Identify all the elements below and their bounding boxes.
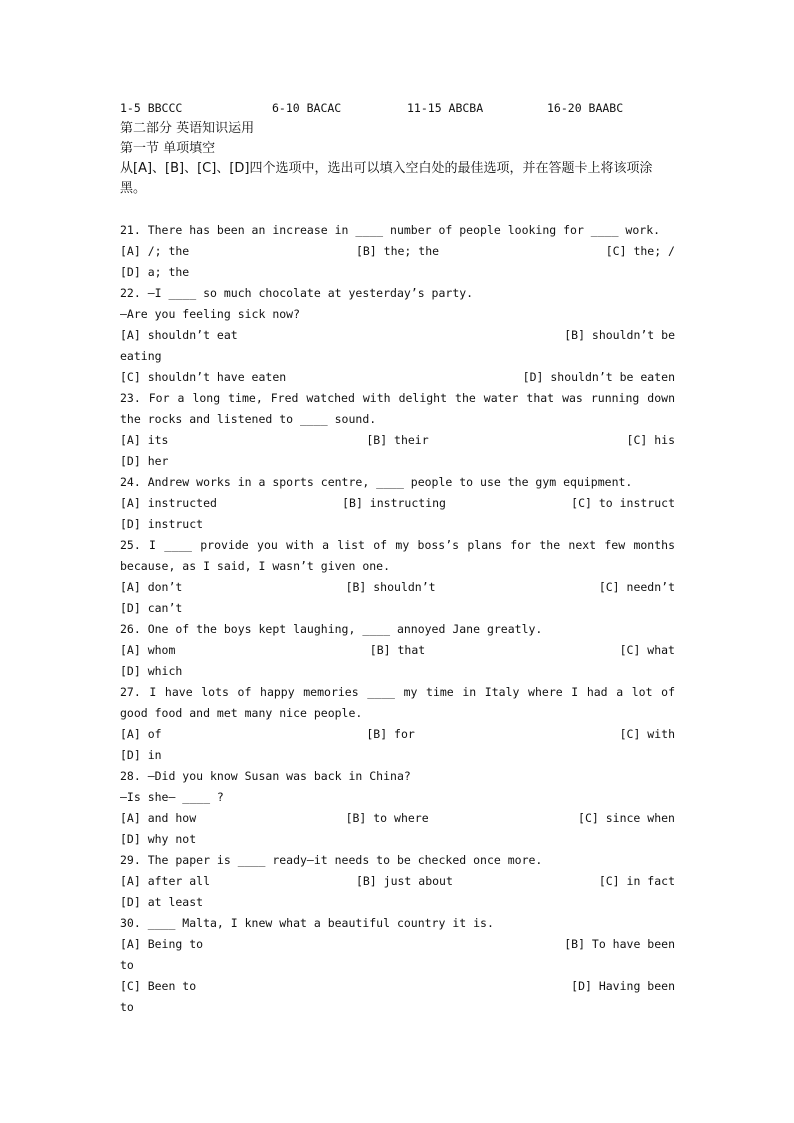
answer-option[interactable]: [D] can’t	[120, 601, 183, 615]
question	[120, 619, 675, 682]
question-stem: 21. There has been an increase in ____ number of people looking for ____ work.	[120, 223, 661, 237]
option-row	[120, 892, 675, 913]
question	[120, 913, 675, 1018]
answer-option[interactable]: [C] with	[619, 727, 675, 741]
answer-key-group: 11-15 ABCBA	[407, 101, 484, 115]
question	[120, 283, 675, 388]
answer-option[interactable]: [A] instructed	[120, 496, 217, 510]
option-row	[120, 598, 675, 619]
part-heading: 第二部分 英语知识运用	[120, 121, 255, 136]
answer-option[interactable]: [A] its	[120, 433, 169, 447]
question	[120, 850, 675, 913]
question	[120, 682, 675, 766]
question-stem: 30. ____ Malta, I knew what a beautiful country it is.	[120, 916, 494, 930]
option-row	[120, 640, 675, 661]
answer-option[interactable]: [C] in fact	[598, 874, 675, 888]
option-row	[120, 997, 675, 1018]
answer-option[interactable]: [B] to where	[345, 811, 429, 825]
answer-option[interactable]: [B] To have been	[564, 937, 675, 951]
option-row	[120, 934, 675, 955]
answer-option[interactable]: [D] in	[120, 748, 162, 762]
question-stem: 22. —I ____ so much chocolate at yesterday’s party.	[120, 286, 474, 300]
question-stem: 28. —Did you know Susan was back in China?	[120, 769, 411, 783]
question	[120, 766, 675, 850]
answer-key-group: 6-10 BACAC	[272, 101, 342, 115]
answer-option[interactable]: eating	[120, 349, 162, 363]
question-stem: 27. I have lots of happy memories ____ my time in Italy where I had a lot of good food and met many nice people.	[120, 685, 675, 720]
question-stem: —Are you feeling sick now?	[120, 307, 301, 321]
answer-option[interactable]: [A] /; the	[120, 244, 190, 258]
option-row	[120, 976, 675, 997]
answer-option[interactable]: [A] shouldn’t eat	[120, 328, 238, 342]
answer-option[interactable]: [D] which	[120, 664, 183, 678]
answer-option[interactable]: [D] shouldn’t be eaten	[522, 370, 675, 384]
answer-key	[120, 98, 675, 119]
answer-option[interactable]: [A] of	[120, 727, 162, 741]
answer-option[interactable]: to	[120, 958, 134, 972]
answer-option[interactable]: to	[120, 1000, 134, 1014]
answer-option[interactable]: [B] the; the	[355, 244, 440, 258]
option-row	[120, 808, 675, 829]
option-row	[120, 577, 675, 598]
answer-option[interactable]: [B] shouldn’t be	[564, 328, 675, 342]
option-row	[120, 493, 675, 514]
answer-option[interactable]: [A] Being to	[120, 937, 204, 951]
answer-option[interactable]: [D] Having been	[571, 979, 675, 993]
question-stem: —Is she— ____ ?	[120, 790, 224, 804]
question-stem: 23. For a long time, Fred watched with delight the water that was running down the rocks and listened to ____ sound.	[120, 391, 675, 426]
answer-option[interactable]: [B] just about	[355, 874, 453, 888]
question	[120, 388, 675, 472]
answer-key-group: 16-20 BAABC	[547, 101, 624, 115]
answer-option[interactable]: [B] for	[366, 727, 415, 741]
option-row	[120, 262, 675, 283]
question	[120, 535, 675, 619]
answer-option[interactable]: [A] whom	[120, 643, 176, 657]
option-row	[120, 430, 675, 451]
option-row	[120, 451, 675, 472]
answer-option[interactable]: [B] shouldn’t	[345, 580, 436, 594]
question-stem: 25. I ____ provide you with a list of my boss’s plans for the next few months because, as I said, I wasn’t given one.	[120, 538, 675, 573]
subsection-heading: 第一节 单项填空	[120, 141, 216, 156]
answer-option[interactable]: [B] instructing	[342, 496, 446, 510]
option-row	[120, 514, 675, 535]
answer-option[interactable]: [D] a; the	[120, 265, 190, 279]
answer-option[interactable]: [A] after all	[120, 874, 211, 888]
option-row	[120, 955, 675, 976]
option-row	[120, 661, 675, 682]
answer-option[interactable]: [C] what	[619, 643, 675, 657]
answer-option[interactable]: [D] instruct	[120, 517, 204, 531]
option-row	[120, 745, 675, 766]
question-stem: 26. One of the boys kept laughing, ____ annoyed Jane greatly.	[120, 622, 543, 636]
answer-option[interactable]: [D] at least	[120, 895, 204, 909]
answer-option[interactable]: [C] the; /	[605, 244, 675, 258]
answer-option[interactable]: [C] since when	[578, 811, 675, 825]
option-row	[120, 241, 675, 262]
question-list	[120, 220, 675, 1018]
answer-option[interactable]: [C] to instruct	[571, 496, 675, 510]
answer-key-group: 1-5 BBCCC	[120, 101, 183, 115]
answer-option[interactable]: [C] shouldn’t have eaten	[120, 370, 287, 384]
answer-option[interactable]: [D] why not	[120, 832, 197, 846]
answer-option[interactable]: [C] his	[626, 433, 675, 447]
answer-option[interactable]: [B] that	[369, 643, 426, 657]
option-row	[120, 367, 675, 388]
option-row	[120, 325, 675, 346]
exam-page	[120, 98, 675, 1018]
answer-option[interactable]: [C] Been to	[120, 979, 197, 993]
option-row	[120, 346, 675, 367]
question	[120, 472, 675, 535]
instructions: 从[A]、[B]、[C]、[D]四个选项中，选出可以填入空白处的最佳选项，并在答题卡上将该项涂黑。	[120, 161, 653, 196]
question-stem: 29. The paper is ____ ready—it needs to be checked once more.	[120, 853, 543, 867]
option-row	[120, 724, 675, 745]
spacer	[120, 199, 675, 220]
answer-option[interactable]: [A] and how	[120, 811, 197, 825]
option-row	[120, 871, 675, 892]
answer-option[interactable]: [C] needn’t	[598, 580, 675, 594]
answer-option[interactable]: [A] don’t	[120, 580, 183, 594]
answer-option[interactable]: [D] her	[120, 454, 169, 468]
question	[120, 220, 675, 283]
answer-option[interactable]: [B] their	[366, 433, 429, 447]
question-stem: 24. Andrew works in a sports centre, ____ people to use the gym equipment.	[120, 475, 633, 489]
option-row	[120, 829, 675, 850]
